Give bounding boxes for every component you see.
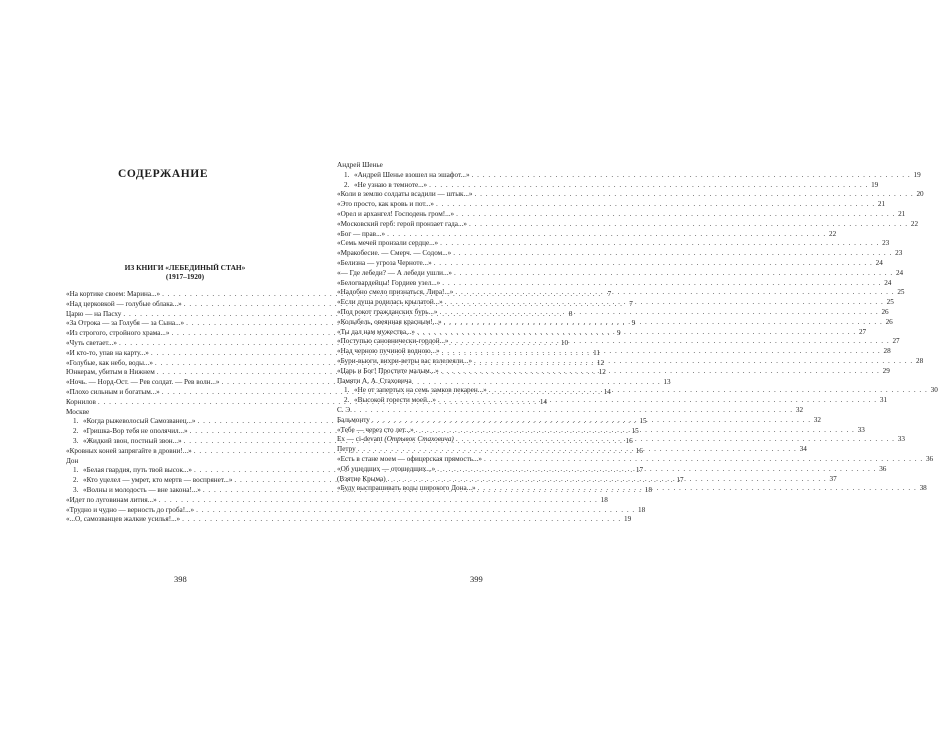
toc-entry-title-text: «Гришка-Вор тебя не ополячил...» bbox=[83, 427, 188, 436]
toc-entry-title-text: «Белизна — угроза Черноте...» bbox=[337, 258, 432, 267]
section-years: (1917–1920) bbox=[165, 272, 205, 281]
toc-entry-title-text: «Орел и архангел! Господень гром!...» bbox=[337, 209, 455, 218]
toc-entry-title-text: «И кто-то, упав на карту...» bbox=[66, 348, 149, 357]
toc-entry-page: 19 bbox=[624, 515, 632, 524]
toc-dot-leader bbox=[455, 288, 894, 298]
toc-entry-page: 28 bbox=[883, 347, 891, 356]
toc-entry-page: 7 bbox=[629, 299, 633, 308]
toc-entry-page: 21 bbox=[898, 209, 906, 218]
toc-dot-leader bbox=[442, 347, 881, 357]
toc-entry-title-text: Царю — на Пасху bbox=[66, 309, 122, 318]
toc-entry-title-text: «Бури-вьюги, вихри-ветры вас взлелеяли...» bbox=[337, 356, 473, 365]
toc-entry bbox=[337, 454, 934, 465]
page-number-left: 398 bbox=[174, 574, 187, 584]
toc-entry-title bbox=[66, 300, 182, 310]
toc-entry bbox=[337, 278, 892, 289]
toc-entry-title bbox=[337, 259, 432, 269]
toc-entry-page: 30 bbox=[930, 386, 938, 395]
toc-entry-page: 23 bbox=[882, 239, 890, 248]
toc-entry-title-text: «Волны и молодость — вне закона!...» bbox=[83, 485, 201, 494]
toc-entry-page: 26 bbox=[881, 307, 889, 316]
toc-entry-title-text: Юнкерам, убитым в Нижнем bbox=[66, 368, 155, 377]
toc-entry-number: 1. bbox=[344, 386, 350, 395]
toc-entry-number: 2. bbox=[73, 427, 79, 436]
toc-entry-title bbox=[354, 386, 487, 396]
toc-entry bbox=[337, 180, 879, 191]
toc-entry-page: 10 bbox=[560, 338, 569, 347]
toc-entry-title bbox=[66, 398, 96, 408]
toc-entry-title bbox=[66, 359, 153, 369]
toc-dot-leader bbox=[454, 269, 893, 279]
toc-title: СОДЕРЖАНИЕ bbox=[118, 168, 209, 180]
toc-entry-title-text: Бальмонту bbox=[337, 415, 370, 424]
toc-entry-title-text: «Об ушедших — отошедших...» bbox=[337, 464, 436, 473]
toc-entry-number: 2. bbox=[344, 396, 350, 405]
toc-entry-page: 37 bbox=[829, 474, 837, 483]
toc-entry-title-text: «Над церковкой — голубые облака...» bbox=[66, 299, 182, 308]
toc-entry-title-text: Памяти А. А. Стаховича bbox=[337, 376, 412, 385]
toc-entry-page: 15 bbox=[639, 417, 647, 426]
toc-dot-leader bbox=[474, 357, 913, 367]
toc-entry-page: 15 bbox=[631, 427, 639, 436]
toc-dot-leader bbox=[429, 181, 868, 191]
toc-entry-title-text: «Идет по луговинам лития...» bbox=[66, 495, 157, 504]
toc-entry-title-text: «Андрей Шенье взошел на эшафот...» bbox=[354, 170, 470, 179]
toc-entry-title bbox=[66, 368, 155, 378]
toc-entry-title bbox=[337, 337, 449, 347]
toc-entry-page: 12 bbox=[596, 358, 605, 367]
toc-entry-page: 22 bbox=[910, 219, 919, 228]
toc-entry-title-text: «Белогвардейцы! Гордиев узел...» bbox=[337, 278, 441, 287]
toc-entry bbox=[337, 377, 537, 387]
toc-dot-leader bbox=[478, 484, 917, 494]
section-title-text: ИЗ КНИГИ «ЛЕБЕДИНЫЙ СТАН» bbox=[124, 263, 246, 272]
toc-entry-title-text: Ex — ci-devant bbox=[337, 435, 385, 444]
toc-entry-title-text: Корнилов bbox=[66, 397, 96, 406]
toc-entry-title-text: Андрей Шенье bbox=[337, 161, 383, 169]
toc-entry-title bbox=[66, 329, 169, 339]
toc-entry-page: 18 bbox=[638, 505, 646, 514]
toc-entry-title-text: «Если душа родилась крылатой...» bbox=[337, 298, 443, 307]
toc-entry-title bbox=[83, 466, 192, 476]
toc-entry-title bbox=[66, 290, 160, 300]
toc-dot-leader bbox=[451, 337, 890, 347]
toc-entry-title-text: «Жидкий звон, постный звон...» bbox=[83, 436, 182, 445]
toc-entry-page: 36 bbox=[879, 464, 887, 473]
toc-entry-title bbox=[337, 435, 454, 445]
toc-entry-title-text: Петру bbox=[337, 445, 356, 454]
toc-entry-title bbox=[337, 239, 438, 249]
toc-entry-page: 23 bbox=[895, 249, 903, 258]
toc-entry-page: 21 bbox=[877, 200, 886, 209]
toc-entry bbox=[337, 209, 906, 220]
toc-entry-title bbox=[66, 496, 157, 506]
toc-entry bbox=[337, 161, 537, 171]
toc-entry-title bbox=[337, 377, 412, 387]
toc-entry-title-text: С. Э. bbox=[337, 405, 352, 414]
toc-entry-page: 36 bbox=[925, 454, 934, 463]
toc-entry bbox=[337, 200, 886, 210]
toc-entry-page: 24 bbox=[895, 268, 904, 277]
toc-entry-title bbox=[66, 310, 121, 320]
toc-dot-leader bbox=[469, 220, 908, 230]
toc-entry-page: 16 bbox=[625, 436, 633, 445]
toc-entry-title-text: «За Отрока — за Голубя — за Сына...» bbox=[66, 319, 185, 328]
toc-dot-leader bbox=[387, 230, 826, 240]
toc-entry-title bbox=[337, 426, 414, 436]
toc-entry-page: 32 bbox=[813, 415, 821, 424]
toc-entry-title bbox=[337, 406, 352, 416]
toc-entry-title bbox=[337, 288, 453, 298]
toc-entry bbox=[337, 327, 867, 338]
toc-entry-page: 8 bbox=[568, 309, 573, 318]
toc-entry-title-text: «Бог — прав...» bbox=[337, 229, 386, 238]
toc-entry-page: 29 bbox=[882, 366, 890, 375]
toc-entry-number: 1. bbox=[73, 417, 79, 426]
toc-dot-leader bbox=[354, 406, 793, 416]
toc-entry-title-text: «Плохо сильным и богатым...» bbox=[66, 387, 160, 396]
toc-entry-title bbox=[337, 308, 438, 318]
toc-entry-title-text: «Под рокот гражданских бурь...» bbox=[337, 307, 438, 316]
toc-entry-title bbox=[66, 447, 192, 457]
toc-entry-title-text: «Это просто, как кровь и пот...» bbox=[337, 200, 434, 209]
toc-entry-page: 33 bbox=[857, 425, 865, 434]
toc-entry-title bbox=[337, 465, 435, 475]
toc-dot-leader bbox=[489, 386, 928, 396]
toc-entry-page: 11 bbox=[593, 348, 600, 357]
toc-entry-title bbox=[337, 416, 370, 426]
toc-dot-leader bbox=[182, 515, 621, 525]
toc-entry-page: 24 bbox=[884, 278, 892, 287]
toc-entry-title bbox=[354, 396, 436, 406]
toc-entry-title-text: «Когда рыжеволосый Самозванец...» bbox=[83, 417, 196, 426]
toc-entry-title bbox=[337, 210, 454, 220]
toc-entry-title-text: «Не узнаю в темноте...» bbox=[354, 180, 428, 189]
toc-entry bbox=[337, 239, 890, 249]
toc-entry-page: 24 bbox=[875, 258, 883, 267]
toc-entry-page: 19 bbox=[913, 170, 921, 179]
toc-entry-title-text: «Тебе — через сто лет...» bbox=[337, 425, 414, 434]
toc-entry bbox=[337, 317, 893, 328]
toc-entry-page: 13 bbox=[663, 378, 671, 387]
toc-entry-title bbox=[337, 357, 472, 367]
toc-entry-title-text: «Семь мечей пронзали сердце...» bbox=[337, 239, 439, 248]
toc-entry-title-text: «Белая гвардия, путь твой высок...» bbox=[83, 466, 192, 475]
toc-entry-title-text: «Мракобесие. — Смерч. — Содом...» bbox=[337, 249, 452, 258]
toc-entry bbox=[337, 268, 904, 279]
toc-entry-page: 38 bbox=[919, 484, 927, 493]
toc-entry-title bbox=[66, 515, 180, 525]
toc-dot-leader bbox=[441, 367, 880, 377]
toc-entry-title-text: Дон bbox=[66, 456, 79, 465]
toc-entry bbox=[337, 249, 903, 259]
toc-entry-page: 28 bbox=[915, 356, 924, 365]
toc-entry-title bbox=[337, 249, 451, 259]
toc-entry-number: 3. bbox=[73, 436, 79, 445]
toc-entry-title bbox=[337, 347, 440, 357]
toc-entry-title-text: «Буду выспрашивать воды широкого Дона...» bbox=[337, 484, 476, 493]
toc-entry-page: 20 bbox=[916, 190, 924, 199]
toc-entry-page: 9 bbox=[631, 319, 636, 328]
toc-entry-title-text: «Поступью сановнически-гордой...» bbox=[337, 337, 449, 346]
toc-entry-page: 27 bbox=[892, 337, 900, 346]
toc-entry-title bbox=[337, 230, 385, 240]
toc-dot-leader bbox=[453, 249, 892, 259]
toc-entry-title bbox=[66, 388, 160, 398]
toc-entry-title bbox=[83, 486, 201, 496]
toc-dot-leader bbox=[442, 279, 881, 289]
toc-dot-leader bbox=[437, 465, 876, 475]
toc-entry-title-text: «Высокой горести моей...» bbox=[354, 396, 436, 405]
toc-entry-title bbox=[337, 367, 439, 377]
toc-entry-title bbox=[337, 161, 383, 171]
toc-entry-title-text: «Голубые, как небо, воды...» bbox=[66, 358, 153, 367]
toc-entry-title-text: «Чуть светает...» bbox=[66, 338, 117, 347]
toc-dot-leader bbox=[416, 426, 855, 436]
toc-entry-title bbox=[337, 318, 442, 328]
toc-entry-number: 3. bbox=[73, 485, 79, 494]
toc-entry-page: 25 bbox=[886, 298, 894, 307]
toc-entry-title bbox=[337, 445, 356, 455]
toc-entry-title bbox=[66, 506, 194, 516]
toc-entry-page: 22 bbox=[828, 229, 837, 238]
toc-dot-leader bbox=[444, 318, 883, 328]
page-number-right: 399 bbox=[470, 574, 483, 584]
toc-entry-title bbox=[337, 190, 473, 200]
toc-entry-title bbox=[354, 171, 470, 181]
toc-entry-page: 17 bbox=[635, 466, 644, 475]
toc-entry-title bbox=[337, 200, 434, 210]
toc-entry-page: 12 bbox=[598, 368, 606, 377]
toc-entry-title-italic: (Отрывок Стаховича) bbox=[384, 435, 454, 444]
toc-dot-leader bbox=[196, 506, 635, 516]
toc-entry-title bbox=[66, 349, 149, 359]
toc-entry-number: 1. bbox=[344, 170, 350, 179]
toc-dot-leader bbox=[159, 496, 598, 506]
toc-dot-leader bbox=[456, 435, 895, 445]
toc-entry-page: 7 bbox=[607, 290, 612, 298]
toc-entry-page: 27 bbox=[858, 327, 867, 336]
toc-entry bbox=[66, 505, 646, 516]
toc-entry bbox=[337, 288, 905, 298]
toc-entry-title-text: «Кровных коней запрягайте в дровни!...» bbox=[66, 446, 192, 455]
toc-entry-title bbox=[337, 279, 440, 289]
toc-entry-title bbox=[66, 339, 117, 349]
toc-entry-title-text: Москве bbox=[66, 407, 90, 416]
toc-entry-title bbox=[337, 484, 476, 494]
toc-entry-title-text: «Колыбель, овеянная красным!...» bbox=[337, 317, 442, 326]
toc-dot-leader bbox=[472, 171, 911, 181]
toc-entry-page: 32 bbox=[795, 405, 804, 414]
toc-entry-title bbox=[83, 437, 182, 447]
toc-entry bbox=[337, 405, 804, 416]
toc-entry-title-text: «...О, самозванцев жалкие усилья!...» bbox=[66, 515, 181, 524]
toc-entry-number: 2. bbox=[73, 476, 79, 485]
toc-entry-title-text: «Кто уцелел — умрет, кто мертв — воспрянет...» bbox=[83, 476, 233, 485]
toc-entry-page: 9 bbox=[616, 329, 621, 338]
toc-entry-title bbox=[66, 378, 220, 388]
toc-entry-page: 18 bbox=[644, 485, 652, 494]
toc-entry-title bbox=[337, 220, 467, 230]
toc-entry-page: 19 bbox=[871, 180, 879, 189]
toc-dot-leader bbox=[436, 200, 875, 210]
toc-dot-leader bbox=[434, 259, 873, 269]
toc-entry-title-text: «Московский герб: герой пронзает гада...» bbox=[337, 219, 467, 228]
toc-entry-title-text: «Ты дал нам мужества...» bbox=[337, 327, 416, 336]
toc-entry bbox=[337, 190, 924, 200]
toc-entry-page: 25 bbox=[897, 288, 905, 297]
toc-dot-leader bbox=[358, 445, 797, 455]
toc-entry-page: 31 bbox=[879, 396, 888, 405]
toc-dot-leader bbox=[484, 455, 923, 465]
toc-dot-leader bbox=[417, 328, 856, 338]
toc-dot-leader bbox=[456, 210, 895, 220]
toc-entry bbox=[337, 258, 883, 269]
toc-dot-leader bbox=[445, 298, 884, 308]
toc-entry bbox=[66, 408, 267, 418]
toc-entry-page: 17 bbox=[676, 476, 684, 485]
toc-entry-number: 1. bbox=[73, 466, 79, 475]
toc-entry-title bbox=[66, 408, 89, 418]
toc-entry bbox=[337, 298, 894, 308]
toc-entry-page: 14 bbox=[539, 397, 547, 406]
toc-entry-title bbox=[66, 319, 184, 329]
toc-entry-title bbox=[337, 475, 386, 485]
toc-entry-title bbox=[66, 457, 78, 467]
toc-entry-number: 2. bbox=[344, 180, 350, 189]
toc-entry-title bbox=[83, 427, 188, 437]
toc-entry-title bbox=[83, 417, 196, 427]
toc-entry-title-text: «Из строгого, стройного храма...» bbox=[66, 329, 170, 338]
section-title bbox=[110, 263, 260, 281]
toc-entry-title bbox=[337, 328, 415, 338]
toc-entry bbox=[337, 307, 889, 318]
toc-entry-title-text: «— Где лебеди? — А лебеди ушли...» bbox=[337, 268, 453, 277]
toc-entry-title-text: «Над черною пучиной водною...» bbox=[337, 347, 440, 356]
toc-entry-title-text: «Есть в стане моем — офицерская прямость...» bbox=[337, 454, 483, 463]
toc-dot-leader bbox=[438, 396, 877, 406]
toc-entry-title bbox=[83, 476, 232, 486]
toc-entry-title bbox=[354, 181, 427, 191]
toc-entry-title-text: (Взятие Крыма) bbox=[337, 474, 386, 483]
toc-entry bbox=[337, 229, 837, 240]
toc-entry-title-text: «Коли в землю солдаты всадили — штык...» bbox=[337, 190, 473, 199]
toc-entry-page: 33 bbox=[897, 435, 905, 444]
toc-entry bbox=[66, 495, 608, 506]
toc-entry bbox=[337, 170, 921, 181]
toc-entry-title-text: «Царь и Бог! Простите малым...» bbox=[337, 366, 439, 375]
toc-dot-leader bbox=[372, 416, 811, 426]
toc-entry-title bbox=[337, 455, 482, 465]
toc-dot-leader bbox=[475, 190, 914, 200]
toc-entry-title-text: «Ночь. — Норд-Ост. — Рев солдат. — Рев волн...» bbox=[66, 378, 220, 387]
toc-entry-page: 26 bbox=[885, 317, 893, 326]
toc-entry bbox=[66, 457, 267, 467]
toc-entry-page: 34 bbox=[799, 445, 807, 454]
toc-entry-title-text: «Надобно смело признаться, Лира!...» bbox=[337, 288, 454, 297]
toc-entry-title-text: «На кортике своем: Марина...» bbox=[66, 290, 161, 298]
toc-entry-title-text: «Не от запертых на семь замков пекарен...» bbox=[354, 386, 487, 395]
toc-dot-leader bbox=[440, 308, 879, 318]
toc-entry-title bbox=[337, 269, 452, 279]
toc-entry bbox=[337, 219, 919, 230]
toc-entry-title bbox=[337, 298, 443, 308]
toc-entry-title-text: «Трудно и чудно — верность до гроба!...» bbox=[66, 505, 195, 514]
toc-dot-leader bbox=[388, 475, 827, 485]
toc-dot-leader bbox=[440, 239, 879, 249]
toc-entry-page: 16 bbox=[635, 446, 643, 455]
toc-entry-page: 18 bbox=[600, 495, 608, 504]
toc-entry-page: 14 bbox=[603, 387, 611, 396]
toc-entry bbox=[66, 515, 632, 525]
